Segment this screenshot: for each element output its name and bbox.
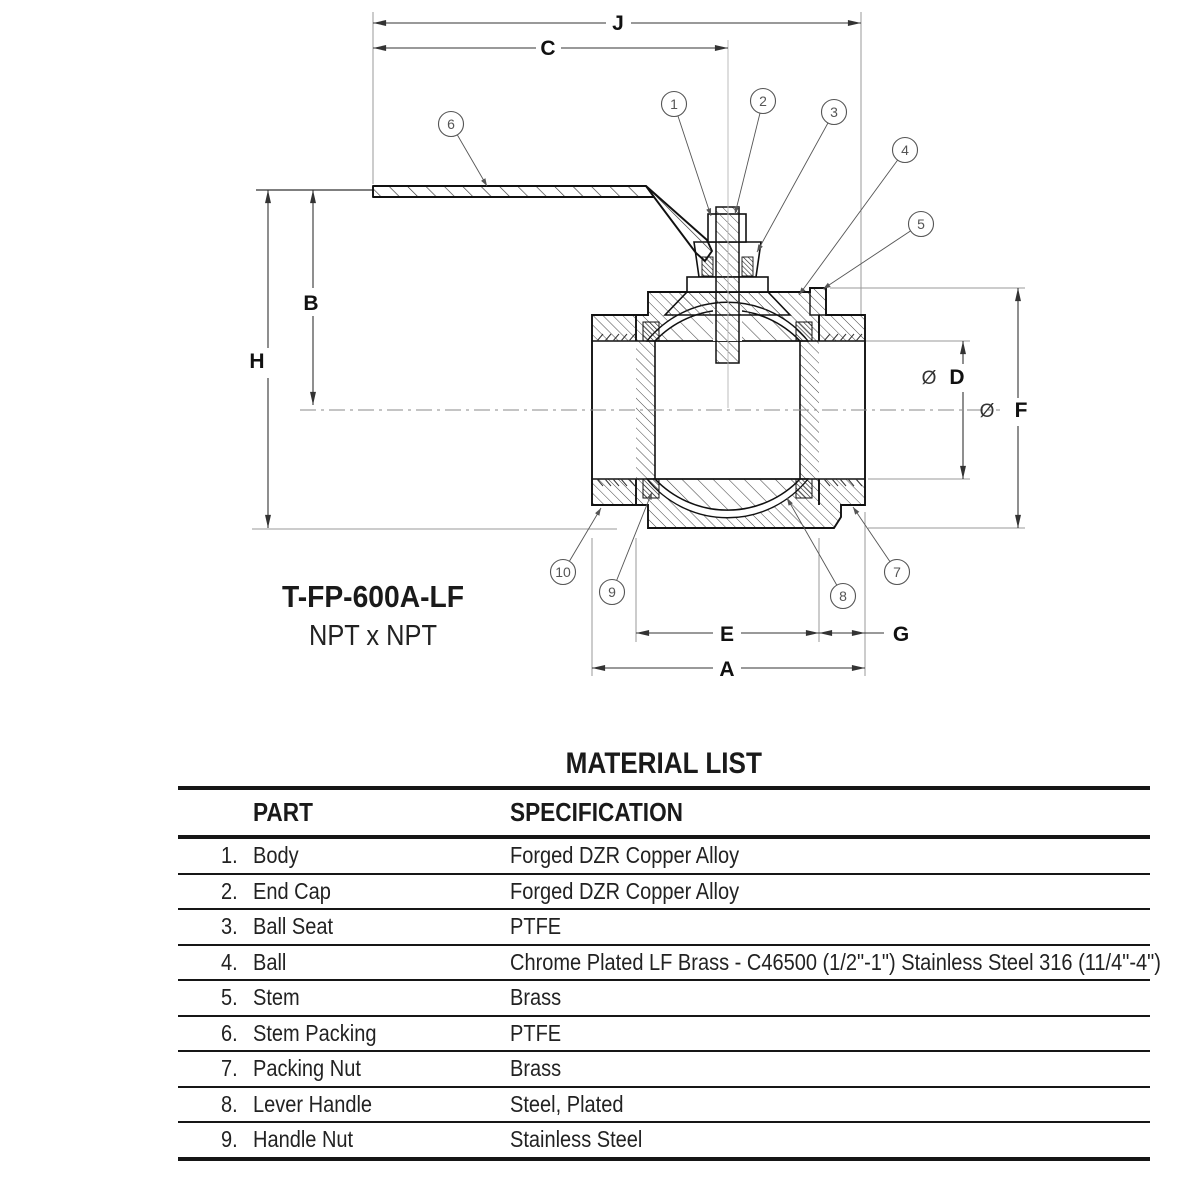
diameter-symbol-F: Ø	[979, 401, 995, 422]
callout-8	[831, 584, 856, 609]
svg-text:10: 10	[555, 564, 571, 580]
svg-text:3: 3	[830, 104, 838, 120]
column-header-part: PART	[253, 797, 313, 827]
body-top-right-lip	[810, 288, 826, 315]
dim-label-J: J	[612, 12, 624, 35]
dim-label-A: A	[719, 658, 735, 681]
connection-type: NPT x NPT	[309, 620, 438, 652]
callout-6	[439, 112, 464, 137]
material-list	[178, 742, 1161, 1161]
svg-text:4: 4	[901, 142, 909, 158]
dim-label-G: G	[892, 623, 910, 646]
handle-bar	[373, 186, 654, 197]
column-header-specification: SPECIFICATION	[510, 797, 684, 827]
stem-shaft	[716, 207, 739, 363]
material-list-table	[178, 786, 1161, 1161]
dim-label-F: F	[1014, 399, 1028, 422]
callouts	[439, 89, 934, 609]
table-row: 1. Body Forged DZR Copper Alloy	[178, 839, 1150, 875]
svg-text:5: 5	[917, 216, 925, 232]
dim-label-C: C	[540, 37, 556, 60]
dim-label-H: H	[249, 350, 265, 373]
callout-10	[551, 560, 576, 585]
diameter-symbol-D: Ø	[921, 368, 937, 389]
dim-label-E: E	[719, 623, 735, 646]
stem-packing-right	[742, 257, 753, 276]
callout-2	[751, 89, 776, 114]
lever-handle	[373, 186, 712, 261]
svg-text:2: 2	[759, 93, 767, 109]
table-row: 6. Stem Packing PTFE	[178, 1017, 1150, 1053]
svg-text:7: 7	[893, 564, 901, 580]
svg-text:8: 8	[839, 588, 847, 604]
table-row: 8. Lever Handle Steel, Plated	[178, 1088, 1150, 1124]
callout-5	[909, 212, 934, 237]
model-number: T-FP-600A-LF	[282, 579, 464, 614]
table-header-row	[178, 790, 1150, 839]
table-row: 7. Packing Nut Brass	[178, 1052, 1150, 1088]
material-list-title: MATERIAL LIST	[565, 747, 763, 780]
svg-text:1: 1	[670, 96, 678, 112]
callout-1	[662, 92, 687, 117]
svg-text:6: 6	[447, 116, 455, 132]
table-row: 3. Ball Seat PTFE	[178, 910, 1150, 946]
table-row: 2. End Cap Forged DZR Copper Alloy	[178, 875, 1150, 911]
callout-7	[885, 560, 910, 585]
table-row: 9. Handle Nut Stainless Steel	[220, 1126, 643, 1153]
svg-text:9: 9	[608, 584, 616, 600]
dim-label-D: D	[949, 366, 965, 389]
table-row: 4. Ball Chrome Plated LF Brass - C46500 (1/2"-1") Stainless Steel 316 (11/4"-4")	[178, 946, 1150, 982]
dim-label-B: B	[303, 292, 319, 315]
callout-9	[600, 580, 625, 605]
table-row: 5. Stem Brass	[178, 981, 1150, 1017]
handle-bend	[646, 186, 712, 261]
stem-housing	[665, 292, 790, 315]
callout-4	[893, 138, 918, 163]
callout-3	[822, 100, 847, 125]
